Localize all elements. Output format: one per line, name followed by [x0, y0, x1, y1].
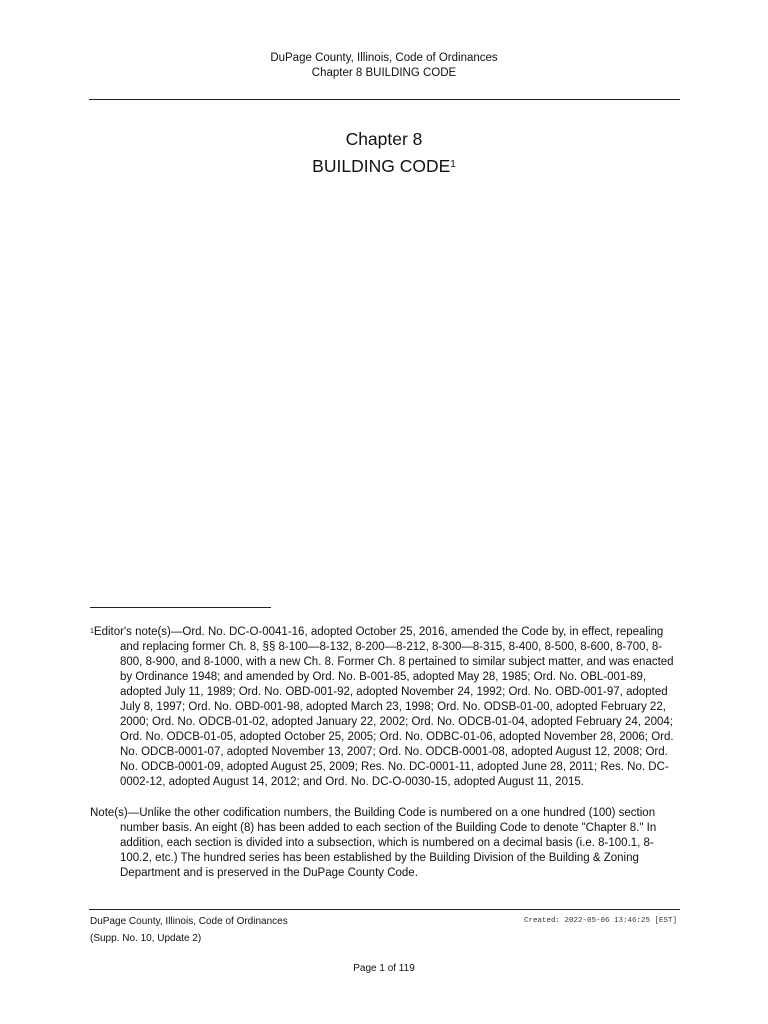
footer-supplement: (Supp. No. 10, Update 2) [90, 933, 202, 944]
header-code-title: DuPage County, Illinois, Code of Ordinances [270, 52, 498, 64]
footer-created-timestamp: Created: 2022-05-06 13:46:25 [EST] [523, 917, 677, 925]
chapter-heading [0, 126, 768, 180]
footnote-divider [90, 607, 271, 608]
chapter-name-line [0, 153, 768, 180]
numbering-note-text: Note(s)—Unlike the other codification numbers, the Building Code is numbered on a one hundred (100) section number basis. An eight (8) has been added to each section of the Building Code to denote "Chapter 8." In addition, each section is divided into a subsection, which is numbered on a decimal basis (i.e. 8-100.1, 8-100.2, etc.) The hundred series has been established by the Building Division of the Building & Zoning Department and is preserved in the DuPage County Code. [90, 807, 657, 879]
footnote-reference-link[interactable]: 1 [450, 159, 456, 170]
numbering-note-footnote [90, 806, 678, 881]
footer-divider [89, 909, 680, 910]
editors-note-footnote [90, 625, 678, 790]
footnote-marker: 1 [90, 628, 94, 635]
page-header [0, 51, 768, 81]
editors-note-paragraph [90, 625, 678, 790]
footer-code-title: DuPage County, Illinois, Code of Ordinances [90, 916, 288, 927]
chapter-name: BUILDING CODE [312, 156, 451, 176]
page-number: Page 1 of 119 [353, 963, 415, 974]
footer-source [90, 913, 288, 947]
chapter-number: Chapter 8 [345, 129, 423, 149]
header-divider [89, 99, 680, 100]
header-chapter-title: Chapter 8 BUILDING CODE [311, 67, 457, 79]
editors-note-text: Editor's note(s)—Ord. No. DC-O-0041-16, adopted October 25, 2016, amended the Code by, in effect, repealing and replacing former Ch. 8, §§ 8-100—8-132, 8-200—8-212, 8-300—8-315, 8-400, 8-500, 8-600, 8-700, 8-800, 8-900, and 8-1000, with a new Ch. 8. Former Ch. 8 pertained to similar subject matter, and was enacted by Ordinance 1948; and amended by Ord. No. B-001-85, adopted May 28, 1985; Ord. No. OBL-001-89, adopted July 11, 1989; Ord. No. OBD-001-92, adopted November 24, 1992; Ord. No. OBD-001-97, adopted July 8, 1997; Ord. No. OBD-001-98, adopted March 23, 1998; Ord. No. ODSB-01-00, adopted February 22, 2000; Ord. No. ODCB-01-02, adopted January 22, 2002; Ord. No. ODCB-01-04, adopted February 24, 2004; Ord. No. ODCB-01-05, adopted October 25, 2005; Ord. No. ODBC-01-06, adopted November 28, 2006; Ord. No. ODCB-0001-07, adopted November 13, 2007; Ord. No. ODCB-0001-08, adopted August 12, 2008; Ord. No. ODCB-0001-09, adopted August 25, 2009; Res. No. DC-0001-11, adopted June 28, 2011; Res. No. DC-0002-12, adopted August 14, 2012; and Ord. No. DC-O-0030-15, adopted August 11, 2015. [93, 626, 674, 788]
